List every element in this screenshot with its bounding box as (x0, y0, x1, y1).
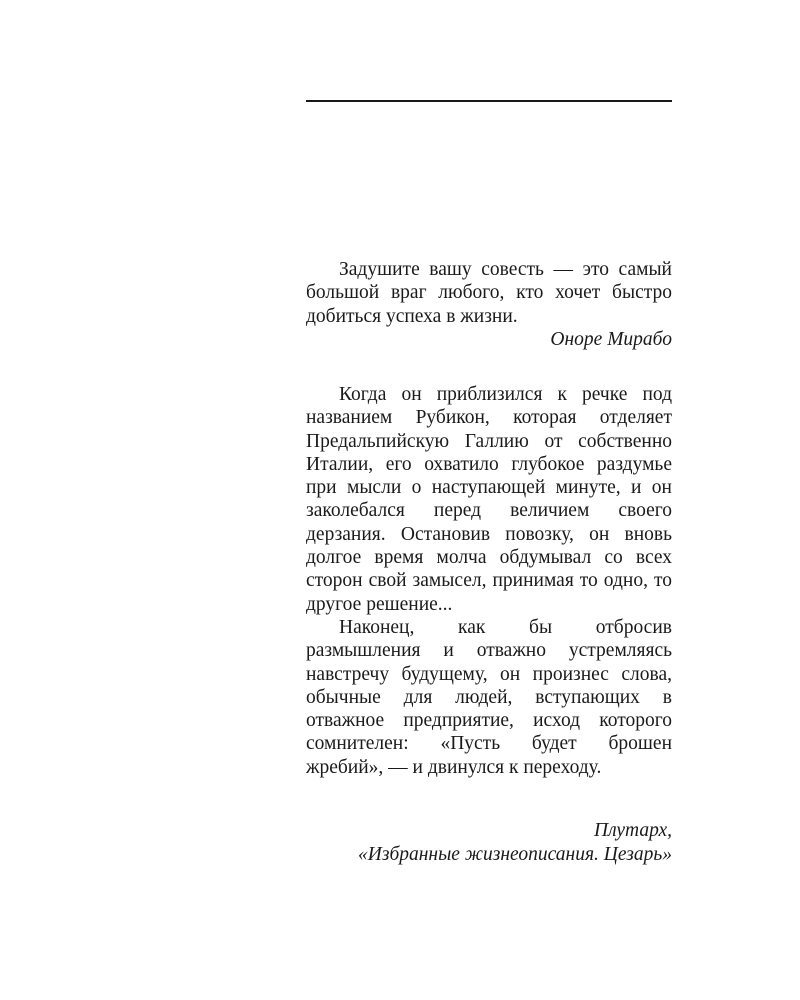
top-divider-line (306, 100, 672, 102)
epigraph-author: Плутарх, (594, 820, 672, 841)
epigraph-source: «Избранные жизнеописания. Цезарь» (358, 844, 672, 865)
epigraph-mirabeau (306, 258, 672, 351)
epigraph-author: Оноре Мирабо (550, 328, 672, 350)
epigraph-paragraph: Когда он приблизился к речке под названием Рубикон, которая отделяет Предальпийскую Галлию от собственно Италии, его охватило глубокое раздумье при мысли о наступающей минуте, и он заколебался перед величием своего дерзания. Остановив повозку, он вновь долгое время молча обдумывал со всех сторон свой замысел, принимая то одно, то другое решение... (306, 384, 672, 615)
epigraph-plutarch (306, 383, 672, 779)
epigraph-quote: Задушите вашу совесть — это самый большой враг любого, кто хочет быстро добиться успеха в жизни. (306, 259, 672, 327)
epigraph-attribution (358, 819, 672, 867)
epigraph-paragraph: Наконец, как бы отбросив размышления и отважно устремляясь навстречу будущему, он произнес слова, обычные для людей, вступающих в отважное предприятие, исход которого сомнителен: «Пусть будет брошен жребий», — и двинулся к переходу. (306, 616, 672, 778)
